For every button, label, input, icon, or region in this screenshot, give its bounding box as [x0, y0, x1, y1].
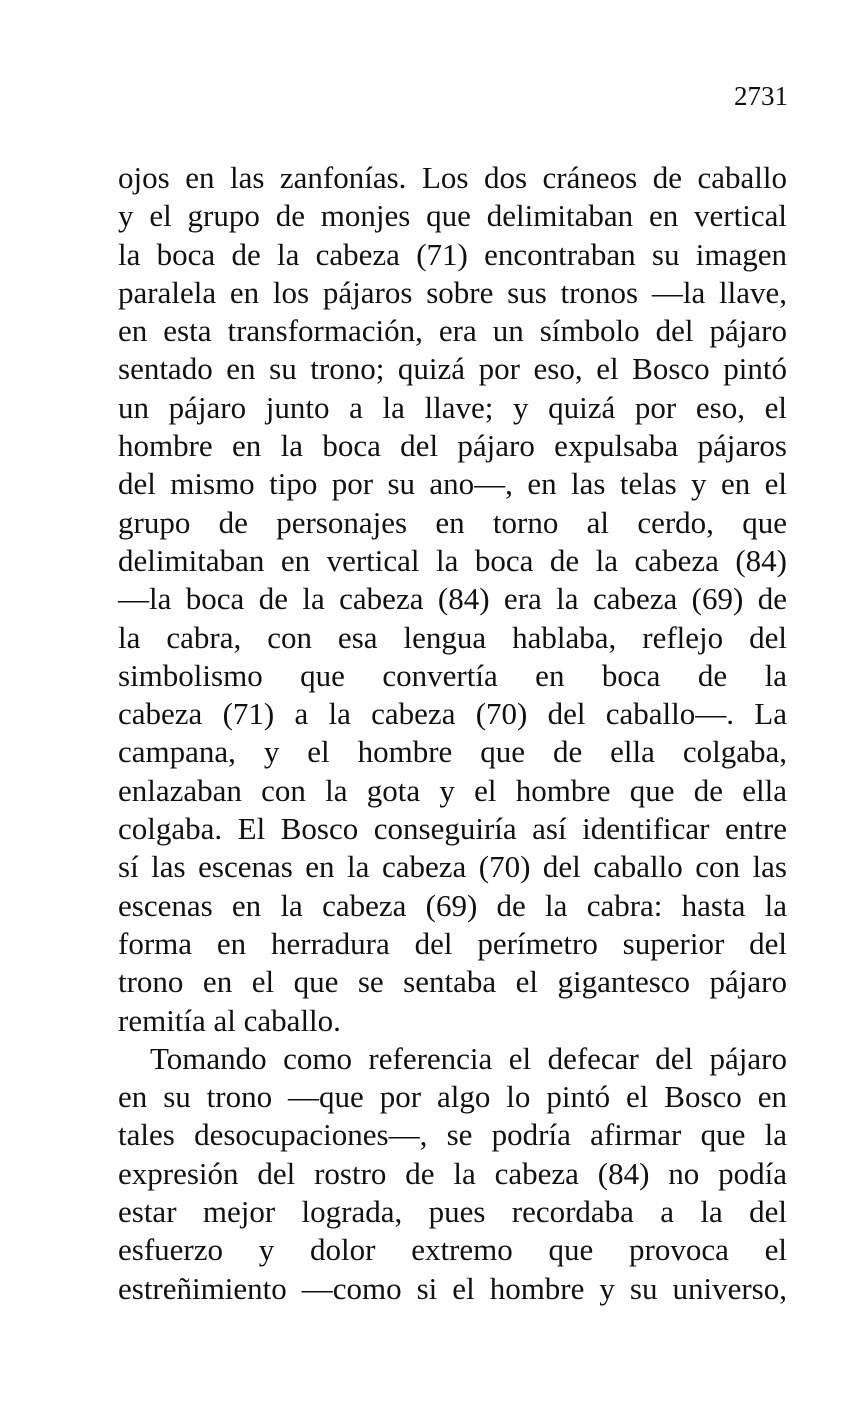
text-line: ojos en las zanfonías. Los dos cráneos de caballo [118, 160, 787, 195]
text-line: en esta transformación, era un símbolo del pájaro [118, 313, 787, 349]
text-line: Tomando como referencia el defecar del pájaro [150, 1040, 787, 1076]
text-line: escenas en la cabeza (69) de la cabra: hasta la [118, 887, 787, 923]
text-line: la cabra, con esa lengua hablaba, reflejo del [118, 619, 787, 655]
text-line: estreñimiento —como si el hombre y su universo, [118, 1270, 787, 1306]
text-line: un pájaro junto a la llave; y quizá por eso, el [118, 389, 787, 425]
text-line: la boca de la cabeza (71) encontraban su imagen [118, 236, 787, 272]
text-line: —la boca de la cabeza (84) era la cabeza (69) de [118, 581, 787, 617]
text-line: colgaba. El Bosco conseguiría así identificar entre [118, 811, 787, 847]
text-line: del mismo tipo por su ano—, en las telas y en el [118, 466, 787, 502]
paragraph-2 [118, 1040, 787, 1308]
text-line: forma en herradura del perímetro superior del [118, 925, 787, 961]
text-line: trono en el que se sentaba el gigantesco pájaro [118, 964, 787, 1000]
text-line: campana, y el hombre que de ella colgaba, [118, 734, 787, 770]
page-number: 2731 [734, 81, 788, 111]
text-line: grupo de personajes en torno al cerdo, que [118, 504, 787, 540]
body-text [118, 159, 787, 1308]
text-line: hombre en la boca del pájaro expulsaba pájaros [118, 428, 787, 464]
text-line: expresión del rostro de la cabeza (84) no podía [118, 1155, 787, 1191]
text-line: estar mejor lograda, pues recordaba a la del [118, 1194, 787, 1230]
text-line: esfuerzo y dolor extremo que provoca el [118, 1232, 787, 1268]
text-line: delimitaban en vertical la boca de la cabeza (84) [118, 542, 787, 578]
text-line: y el grupo de monjes que delimitaban en vertical [118, 198, 787, 234]
text-line: sentado en su trono; quizá por eso, el Bosco pintó [118, 351, 787, 387]
paragraph-1 [118, 159, 787, 1040]
text-line: sí las escenas en la cabeza (70) del caballo con las [118, 849, 787, 885]
text-line: simbolismo que convertía en boca de la [118, 657, 787, 693]
text-line: remitía al caballo. [118, 1002, 341, 1038]
text-line: cabeza (71) a la cabeza (70) del caballo—. La [118, 696, 787, 732]
text-line: tales desocupaciones—, se podría afirmar que la [118, 1117, 787, 1153]
text-line: en su trono —que por algo lo pintó el Bosco en [118, 1079, 787, 1115]
text-line: paralela en los pájaros sobre sus tronos —la llave, [118, 274, 787, 310]
text-line: enlazaban con la gota y el hombre que de ella [118, 772, 787, 808]
